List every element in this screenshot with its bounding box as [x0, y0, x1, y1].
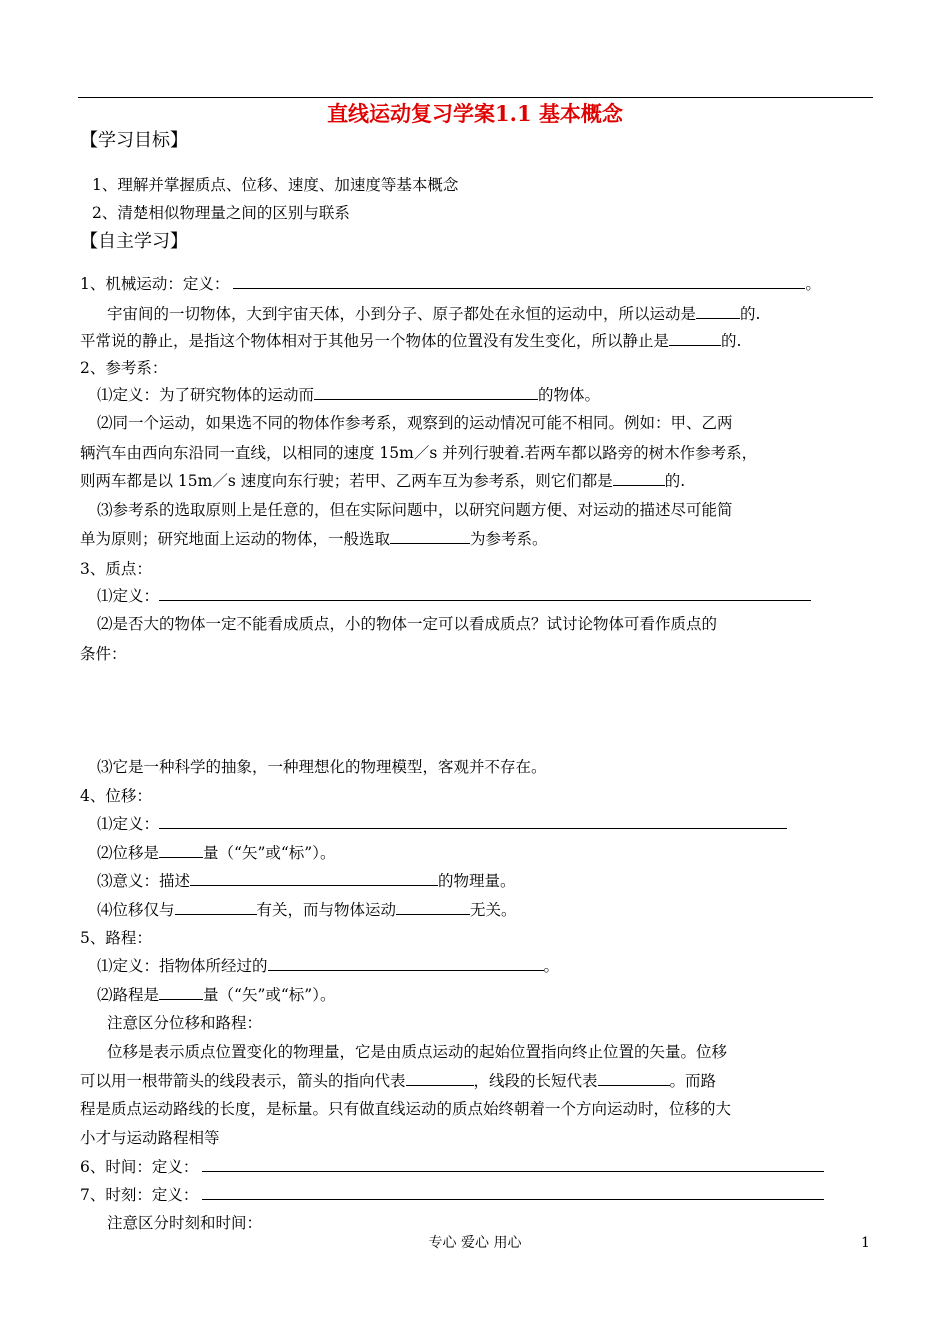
s2-d3-l2-text: 单为原则；研究地面上运动的物体，一般选取: [80, 530, 391, 548]
s5-length-blank[interactable]: [598, 1068, 670, 1086]
s2-d2-line-1: ⑵同一个运动，如果选不同的物体作参考系，观察到的运动情况可能不相同。例如：甲、乙两: [97, 414, 733, 432]
s5-d1-post: 。: [543, 957, 560, 975]
s4-independent-blank[interactable]: [396, 897, 470, 915]
s5-definition-line: [97, 953, 559, 979]
s4-meaning-line: [97, 868, 516, 894]
s6-definition-blank[interactable]: [202, 1154, 824, 1172]
s2-reference-blank[interactable]: [390, 526, 470, 544]
s4-d1-label: ⑴定义：: [97, 815, 160, 833]
s4-depends-line: [97, 897, 517, 923]
s5-para-l2-a: 可以用一根带箭头的线段表示，箭头的指向代表: [80, 1072, 406, 1090]
s5-d1-pre: ⑴定义：指物体所经过的: [97, 957, 268, 975]
s2-definition-line: [97, 382, 600, 408]
s5-d2-post: 量（“矢”或“标”）。: [203, 986, 336, 1004]
s2-d2-l3-end: 的.: [664, 472, 686, 490]
s5-note: 注意区分位移和路程：: [107, 1014, 263, 1032]
s4-depends-blank[interactable]: [175, 897, 257, 915]
s2-d2-line-3: [80, 468, 685, 494]
s5-para-line-4: 小才与运动路程相等: [80, 1129, 220, 1147]
s4-d4-mid: 有关，而与物体运动: [256, 901, 397, 919]
s3-d2-line-1: ⑵是否大的物体一定不能看成质点，小的物体一定可以看成质点？试讨论物体可看作质点的: [97, 615, 718, 633]
s2-d1-pre: ⑴定义：为了研究物体的运动而: [97, 386, 315, 404]
s3-d1-label: ⑴定义：: [97, 587, 160, 605]
s1-end: 。: [805, 275, 821, 293]
s5-direction-blank[interactable]: [406, 1068, 474, 1086]
page-number: 1: [861, 1235, 870, 1251]
objective-item-2: 2、清楚相似物理量之间的区别与联系: [92, 204, 350, 222]
s3-label: 3、质点：: [80, 560, 152, 578]
s6-label: 6、时间：定义：: [80, 1158, 199, 1176]
s4-d2-pre: ⑵位移是: [97, 844, 160, 862]
s1-label: 1、机械运动：定义：: [80, 275, 230, 293]
s5-para-line-2: [80, 1068, 716, 1094]
s1-p1-end: 的.: [740, 305, 761, 323]
section-objectives-heading: 【学习目标】: [80, 130, 188, 151]
s1-rest-blank[interactable]: [669, 328, 721, 346]
s4-label: 4、位移：: [80, 787, 152, 805]
s5-d2-pre: ⑵路程是: [97, 986, 160, 1004]
s4-vector-blank[interactable]: [159, 840, 203, 858]
s1-definition-blank[interactable]: [233, 271, 805, 289]
s4-vector-line: [97, 840, 335, 866]
s3-d2-line-2: 条件：: [80, 645, 127, 663]
footer-motto: 专心 爱心 用心: [428, 1235, 522, 1251]
s4-meaning-blank[interactable]: [190, 868, 438, 886]
s5-definition-blank[interactable]: [268, 953, 544, 971]
s2-d1-post: 的物体。: [538, 386, 601, 404]
s7-moment-line: [80, 1182, 824, 1208]
s4-d3-post: 的物理量。: [438, 872, 516, 890]
s2-d2-line-2: 辆汽车由西向东沿同一直线，以相同的速度 15m／s 并列行驶着.若两车都以路旁的树木作参考系，: [80, 444, 758, 462]
s7-note: 注意区分时刻和时间：: [107, 1214, 263, 1232]
s4-d4-post: 无关。: [470, 901, 517, 919]
s5-para-l2-c: 。而路: [669, 1072, 717, 1090]
s1-p2-text: 平常说的静止，是指这个物体相对于其他另一个物体的位置没有发生变化，所以静止是: [80, 332, 670, 350]
s4-definition-line: [97, 811, 787, 837]
s1-paragraph-line-2: [80, 328, 741, 354]
s3-d3-line: ⑶它是一种科学的抽象，一种理想化的物理模型，客观并不存在。: [97, 758, 547, 776]
objective-item-1: 1、理解并掌握质点、位移、速度、加速度等基本概念: [92, 176, 459, 194]
s5-scalar-blank[interactable]: [159, 982, 203, 1000]
s1-p1-text: 宇宙间的一切物体，大到宇宙天体，小到分子、原子都处在永恒的运动中，所以运动是: [107, 305, 697, 323]
s2-d3-l2-end: 为参考系。: [470, 530, 548, 548]
page-title: 直线运动复习学案1.1 基本概念: [327, 101, 623, 126]
s2-d2-l3-text: 则两车都是以 15m／s 速度向东行驶；若甲、乙两车互为参考系，则它们都是: [80, 472, 613, 490]
s6-time-line: [80, 1154, 824, 1180]
s7-definition-blank[interactable]: [202, 1182, 824, 1200]
s1-p2-end: 的.: [721, 332, 742, 350]
s4-d2-post: 量（“矢”或“标”）。: [203, 844, 336, 862]
s1-paragraph-line-1: [107, 301, 760, 327]
header-rule: [78, 97, 873, 98]
s5-para-line-1: 位移是表示质点位置变化的物理量，它是由质点运动的起始位置指向终止位置的矢量。位移: [107, 1043, 728, 1061]
s4-d4-pre: ⑷位移仅与: [97, 901, 175, 919]
s3-definition-line: [97, 583, 811, 609]
s5-para-line-3: 程是质点运动路线的长度，是标量。只有做直线运动的质点始终朝着一个方向运动时，位移的大: [80, 1100, 732, 1118]
s2-d3-line-2: [80, 526, 548, 552]
s5-scalar-line: [97, 982, 335, 1008]
s2-definition-blank[interactable]: [314, 382, 538, 400]
s5-label: 5、路程：: [80, 929, 152, 947]
s1-definition-line: [80, 271, 821, 297]
s7-label: 7、时刻：定义：: [80, 1186, 199, 1204]
section-self-study-heading: 【自主学习】: [80, 231, 188, 252]
s2-label: 2、参考系：: [80, 359, 168, 377]
s5-para-l2-b: ，线段的长短代表: [473, 1072, 598, 1090]
s4-d3-pre: ⑶意义：描述: [97, 872, 191, 890]
s3-definition-blank[interactable]: [159, 583, 811, 601]
s4-definition-blank[interactable]: [159, 811, 787, 829]
s2-d3-line-1: ⑶参考系的选取原则上是任意的，但在实际问题中，以研究问题方便、对运动的描述尽可能简: [97, 501, 733, 519]
s2-relative-blank[interactable]: [613, 468, 665, 486]
s1-motion-blank[interactable]: [696, 301, 740, 319]
